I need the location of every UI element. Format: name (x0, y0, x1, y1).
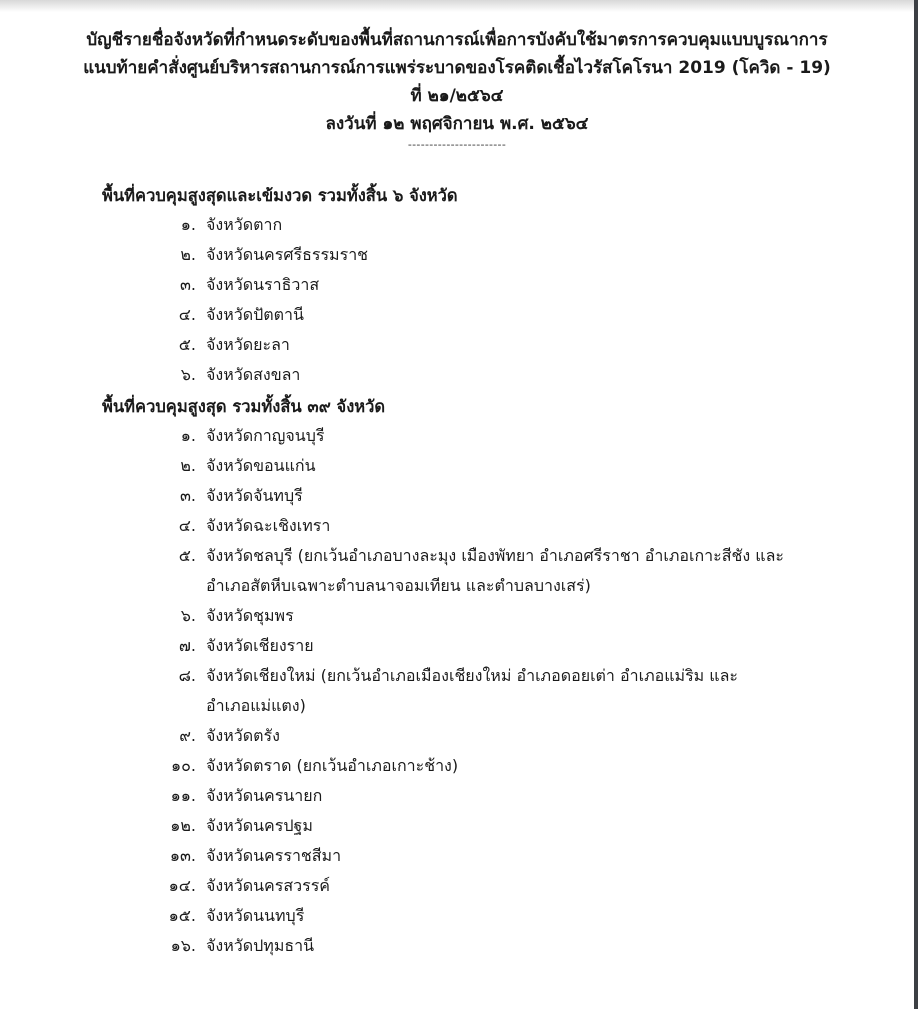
list-item (0, 270, 914, 300)
item-text: จังหวัดนครศรีธรรมราช (206, 245, 369, 264)
document-header (0, 26, 914, 152)
list-item (0, 781, 914, 811)
item-number: ๑๐. (170, 756, 196, 775)
list-item (0, 481, 914, 511)
header-separator: ----------------------- (407, 138, 507, 151)
item-number: ๓. (179, 486, 196, 505)
item-text-continued: อำเภอสัตหีบเฉพาะตำบลนาจอมเทียน และตำบลบางเสร่) (206, 576, 591, 595)
item-number: ๒. (180, 456, 196, 475)
province-list-strict-max-control (0, 210, 914, 390)
viewer-scrollbar[interactable] (914, 0, 918, 1009)
item-number: ๕. (178, 546, 196, 565)
item-text: จังหวัดสงขลา (206, 365, 301, 384)
item-text: จังหวัดชลบุรี (ยกเว้นอำเภอบางละมุง เมืองพัทยา อำเภอศรีราชา อำเภอเกาะสีชัง และ (206, 546, 784, 565)
item-number: ๑. (180, 215, 196, 234)
list-item (0, 841, 914, 871)
item-text: จังหวัดฉะเชิงเทรา (206, 516, 331, 535)
item-number: ๑๕. (168, 906, 196, 925)
item-text: จังหวัดเชียงราย (206, 636, 314, 655)
list-item (0, 330, 914, 360)
item-number: ๔. (178, 516, 196, 535)
list-item (0, 240, 914, 270)
list-item (0, 661, 914, 721)
item-number: ๖. (180, 606, 196, 625)
list-item (0, 721, 914, 751)
list-item (0, 931, 914, 961)
item-text: จังหวัดนครนายก (206, 786, 323, 805)
item-number: ๑๒. (170, 816, 196, 835)
item-text: จังหวัดเชียงใหม่ (ยกเว้นอำเภอเมืองเชียงใหม่ อำเภอดอยเต่า อำเภอแม่ริม และ (206, 666, 739, 685)
list-item (0, 511, 914, 541)
item-number: ๑๖. (170, 936, 196, 955)
list-item (0, 631, 914, 661)
item-text: จังหวัดชุมพร (206, 606, 294, 625)
section-title-max-control: พื้นที่ควบคุมสูงสุด รวมทั้งสิ้น ๓๙ จังหวัด (102, 397, 386, 416)
list-item (0, 541, 914, 601)
item-text: จังหวัดขอนแก่น (206, 456, 316, 475)
item-text: จังหวัดตาก (206, 215, 283, 234)
item-number: ๓. (179, 275, 196, 294)
item-text: จังหวัดนนทบุรี (206, 906, 305, 925)
header-title-line2: แนบท้ายคำสั่งศูนย์บริหารสถานการณ์การแพร่ระบาดของโรคติดเชื้อไวรัสโคโรนา 2019 (โควิด - 19) (83, 58, 831, 78)
item-text: จังหวัดจันทบุรี (206, 486, 303, 505)
item-text: จังหวัดนครราชสีมา (206, 846, 342, 865)
province-list-max-control (0, 421, 914, 961)
item-number: ๔. (178, 305, 196, 324)
item-number: ๖. (180, 365, 196, 384)
item-text: จังหวัดกาญจนบุรี (206, 426, 325, 445)
item-text: จังหวัดนครปฐม (206, 816, 313, 835)
item-text-continued: อำเภอแม่แตง) (206, 696, 306, 715)
list-item (0, 751, 914, 781)
list-item (0, 360, 914, 390)
item-number: ๙. (179, 726, 196, 745)
item-number: ๑. (180, 426, 196, 445)
item-number: ๘. (178, 666, 196, 685)
item-number: ๒. (180, 245, 196, 264)
list-item (0, 901, 914, 931)
item-number: ๕. (178, 335, 196, 354)
viewer-top-shadow (0, 0, 914, 12)
header-title-line1: บัญชีรายชื่อจังหวัดที่กำหนดระดับของพื้นที่สถานการณ์เพื่อการบังคับใช้มาตรการควบคุมแบบบูรณาการ (86, 30, 828, 50)
item-number: ๗. (178, 636, 196, 655)
item-text: จังหวัดตราด (ยกเว้นอำเภอเกาะช้าง) (206, 756, 459, 775)
list-item (0, 811, 914, 841)
list-item (0, 871, 914, 901)
item-text: จังหวัดตรัง (206, 726, 280, 745)
list-item (0, 451, 914, 481)
section-title-strict-max-control: พื้นที่ควบคุมสูงสุดและเข้มงวด รวมทั้งสิ้น ๖ จังหวัด (102, 186, 458, 205)
list-item (0, 421, 914, 451)
item-number: ๑๔. (168, 876, 196, 895)
item-text: จังหวัดยะลา (206, 335, 290, 354)
item-text: จังหวัดนราธิวาส (206, 275, 320, 294)
item-text: จังหวัดปัตตานี (206, 305, 304, 324)
list-item (0, 210, 914, 240)
item-number: ๑๓. (169, 846, 196, 865)
header-order-number: ที่ ๒๑/๒๕๖๔ (410, 86, 504, 106)
list-item (0, 300, 914, 330)
item-text: จังหวัดปทุมธานี (206, 936, 315, 955)
item-number: ๑๑. (170, 786, 196, 805)
list-item (0, 601, 914, 631)
header-date: ลงวันที่ ๑๒ พฤศจิกายน พ.ศ. ๒๕๖๔ (325, 114, 589, 134)
item-text: จังหวัดนครสวรรค์ (206, 876, 330, 895)
